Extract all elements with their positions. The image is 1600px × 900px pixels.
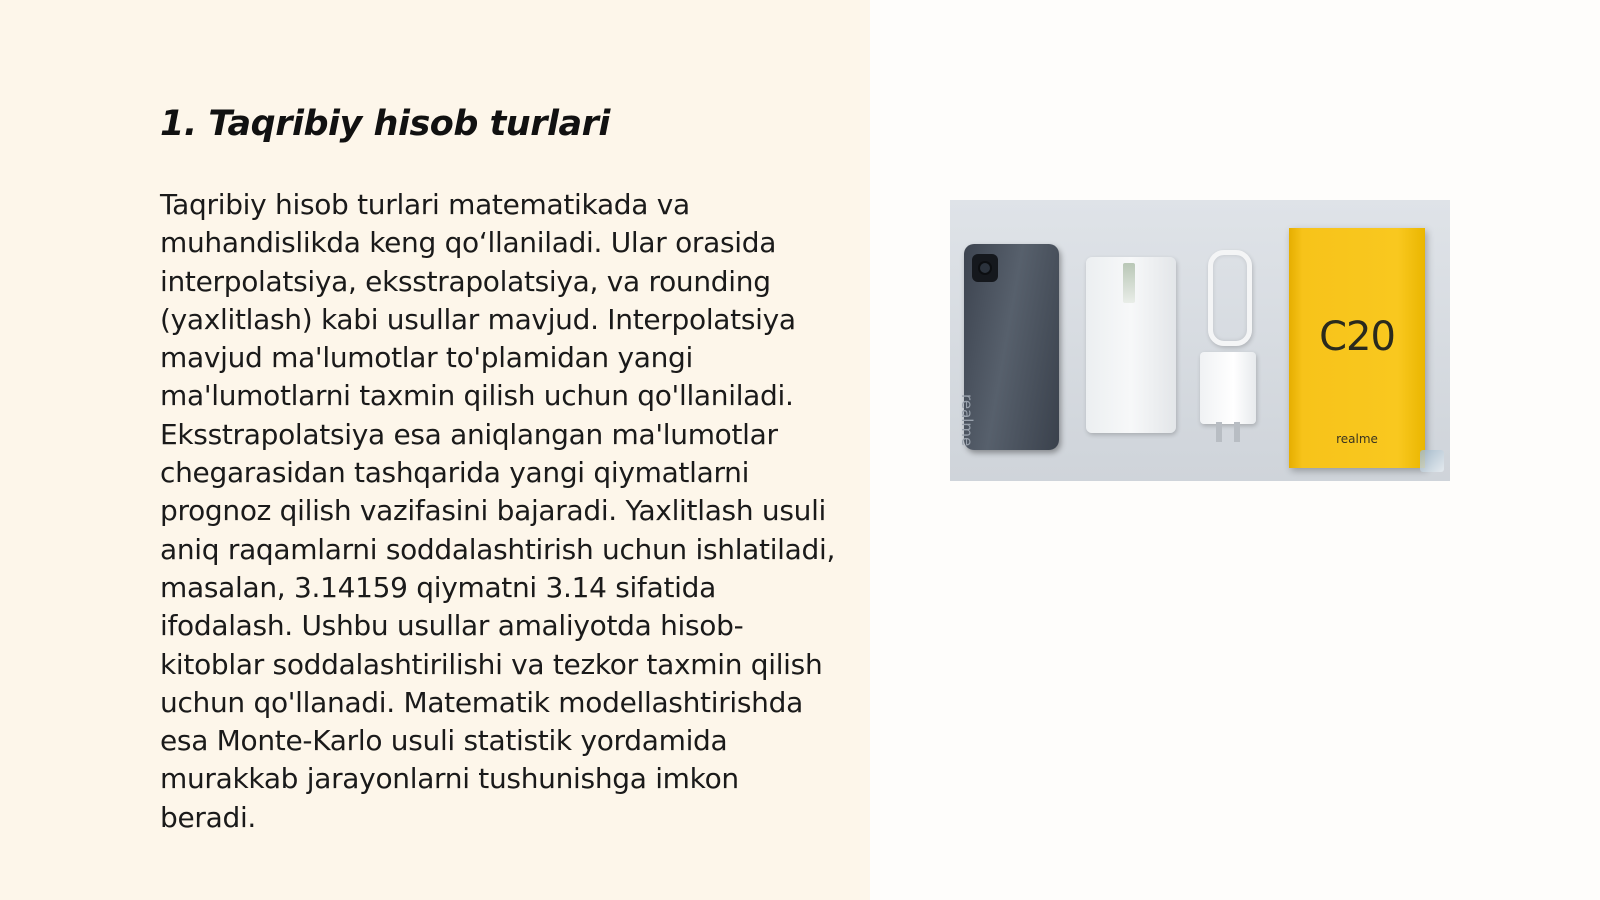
accessory-stripe (1123, 263, 1135, 303)
product-box-image (1289, 228, 1425, 468)
charger-prong-right (1234, 422, 1240, 442)
phone-brand-label: realme (958, 394, 976, 447)
charger-prong-left (1216, 422, 1222, 442)
charger-image (1200, 352, 1256, 424)
accessory-case-image (1086, 257, 1176, 433)
box-model-label: C20 (1319, 314, 1395, 360)
usb-cable-image (1208, 250, 1252, 346)
smartphone-image (958, 244, 1059, 450)
slide-title: 1. Taqribiy hisob turlari (160, 104, 610, 144)
box-brand-label: realme (1336, 432, 1378, 446)
product-photo (950, 200, 1450, 481)
watermark-icon (1420, 450, 1444, 472)
camera-module-icon (972, 254, 998, 282)
slide-body-text: Taqribiy hisob turlari matematikada va muhandislikda keng qo‘llaniladi. Ular orasida interpolatsiya, eksstrapolatsiya, va rounding (yaxlitlash) kabi usullar mavjud. Interpolatsiya mavjud ma'lumotlar to'plamidan yangi ma'lumotlarni taxmin qilish uchun qo'llaniladi. Eksstrapolatsiya esa aniqlangan ma'lumotlar chegarasidan tashqarida yangi qiymatlarni prognoz qilish vazifasini bajaradi. Yaxlitlash usuli aniq raqamlarni soddalashtirish uchun ishlatiladi, masalan, 3.14159 qiymatni 3.14 sifatida ifodalash. Ushbu usullar amaliyotda hisob-kitoblar soddalashtirilishi va tezkor taxmin qilish uchun qo'llanadi. Matematik modellashtirishda esa Monte-Karlo usuli statistik yordamida murakkab jarayonlarni tushunishga imkon beradi. (160, 188, 836, 834)
